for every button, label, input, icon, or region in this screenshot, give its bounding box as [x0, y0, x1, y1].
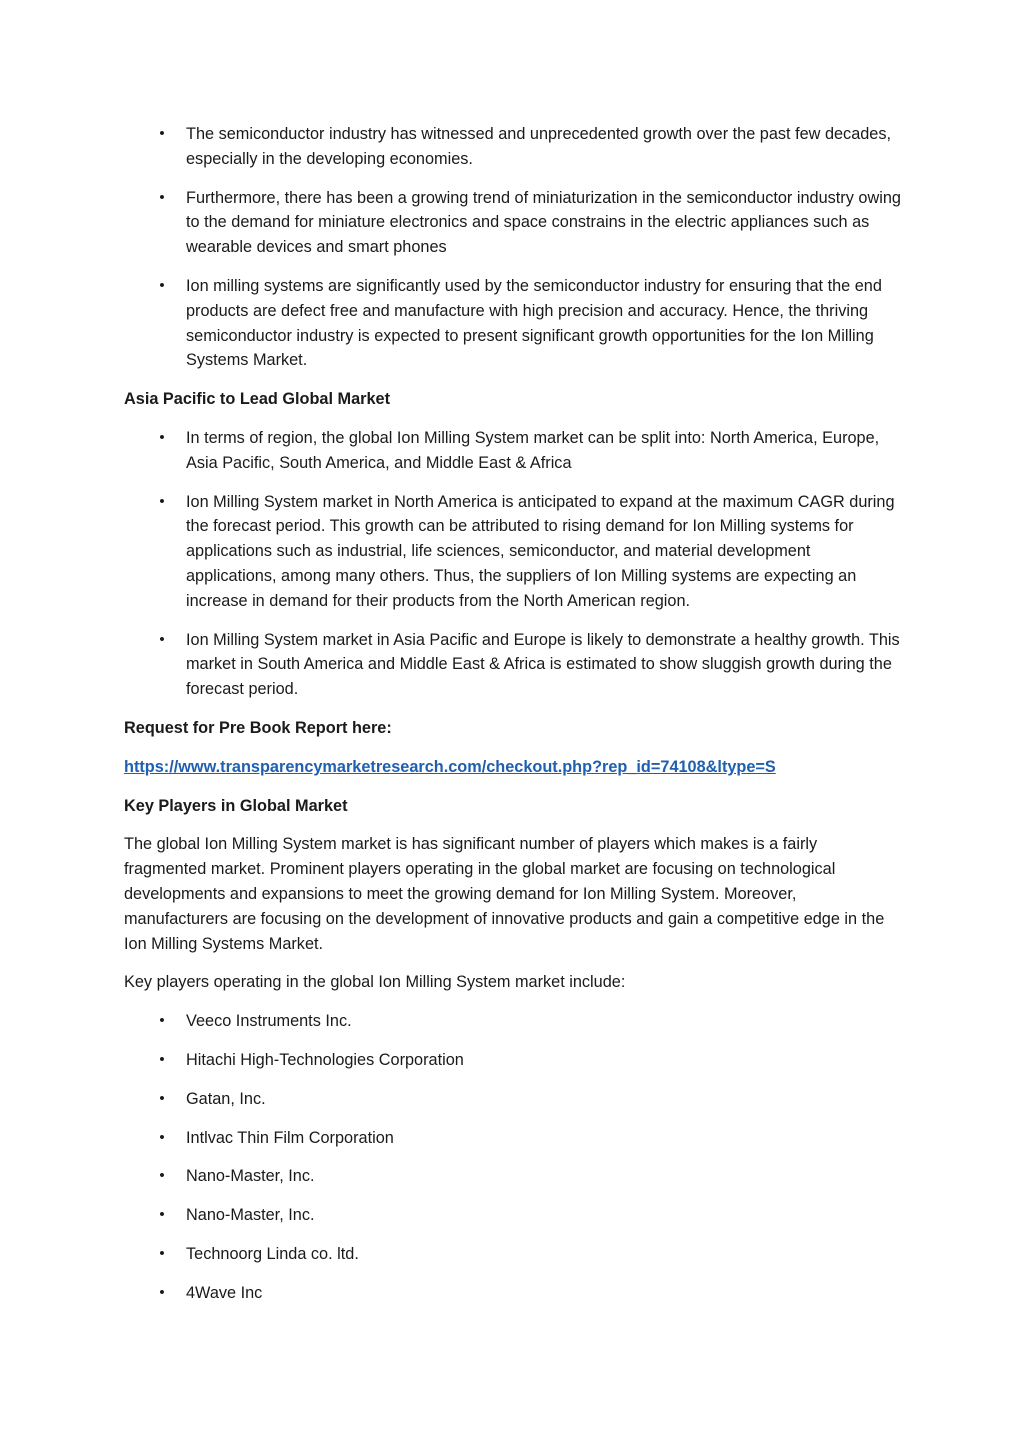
key-players-paragraph: The global Ion Milling System market is has significant number of players which makes is a fairly fragmented market. Prominent players operating in the global market are focusing on technological developments and expansions to meet the growing demand for Ion Milling System. Moreover, manufacturers are focusing on the development of innovative products and gain a competitive edge in the Ion Milling Systems Market. — [124, 835, 885, 953]
list-item — [124, 426, 904, 476]
bullet-icon: • — [159, 1244, 165, 1262]
checkout-link[interactable]: https://www.transparencymarketresearch.com/checkout.php?rep_id=74108&ltype=S — [124, 757, 776, 776]
bullet-icon: • — [159, 188, 165, 206]
bullet-text: Furthermore, there has been a growing trend of miniaturization in the semiconductor industry owing to the demand for miniature electronics and space constrains in the electric appliances such as wearable devices and smart phones — [186, 188, 901, 257]
list-item — [124, 186, 904, 260]
bullet-icon: • — [159, 125, 165, 142]
bullet-icon: • — [159, 276, 165, 294]
player-name: Nano-Master, Inc. — [186, 1167, 315, 1186]
list-item — [124, 1164, 904, 1189]
player-name: Veeco Instruments Inc. — [186, 1012, 352, 1031]
asia-bullet-list — [124, 426, 904, 702]
players-list — [124, 1009, 904, 1305]
bullet-icon: • — [159, 1012, 165, 1030]
list-item — [124, 1242, 904, 1267]
key-players-heading: Key Players in Global Market — [124, 796, 348, 815]
bullet-icon: • — [159, 1283, 165, 1301]
bullet-icon: • — [159, 630, 165, 648]
document-page — [124, 122, 904, 1319]
list-item — [124, 490, 904, 614]
list-item — [124, 274, 904, 373]
player-name: Gatan, Inc. — [186, 1089, 266, 1108]
list-item — [124, 1048, 904, 1073]
player-name: Intlvac Thin Film Corporation — [186, 1128, 394, 1147]
player-name: Hitachi High-Technologies Corporation — [186, 1050, 464, 1069]
bullet-icon: • — [159, 1050, 165, 1068]
bullet-icon: • — [159, 492, 165, 510]
bullet-icon: • — [159, 1206, 165, 1224]
bullet-icon: • — [159, 1128, 165, 1146]
list-item — [124, 628, 904, 702]
key-players-intro: Key players operating in the global Ion Milling System market include: — [124, 973, 626, 992]
player-name: Nano-Master, Inc. — [186, 1206, 315, 1225]
bullet-text: Ion Milling System market in North America is anticipated to expand at the maximum CAGR during the forecast period. This growth can be attributed to rising demand for Ion Milling systems for applications such as industrial, life sciences, semiconductor, and material development applications, among many others. Thus, the suppliers of Ion Milling systems are expecting an increase in demand for their products from the North American region. — [186, 492, 895, 610]
player-name: 4Wave Inc — [186, 1283, 263, 1302]
list-item — [124, 1009, 904, 1034]
player-name: Technoorg Linda co. ltd. — [186, 1244, 359, 1263]
list-item — [124, 1126, 904, 1151]
bullet-icon: • — [159, 428, 165, 446]
list-item — [124, 1087, 904, 1112]
bullet-text: Ion Milling System market in Asia Pacific and Europe is likely to demonstrate a healthy growth. This market in South America and Middle East & Africa is estimated to show sluggish growth during the forecast period. — [186, 630, 900, 699]
bullet-icon: • — [159, 1167, 165, 1185]
request-heading: Request for Pre Book Report here: — [124, 718, 392, 737]
bullet-text: In terms of region, the global Ion Milling System market can be split into: North America, Europe, Asia Pacific, South America, and Middle East & Africa — [186, 428, 880, 472]
list-item — [124, 1203, 904, 1228]
list-item — [124, 122, 904, 172]
bullet-text: Ion milling systems are significantly used by the semiconductor industry for ensuring that the end products are defect free and manufacture with high precision and accuracy. Hence, the thriving semiconductor industry is expected to present significant growth opportunities for the Ion Milling Systems Market. — [186, 276, 882, 370]
bullet-icon: • — [159, 1089, 165, 1107]
bullet-text: The semiconductor industry has witnessed and unprecedented growth over the past few decades, especially in the developing economies. — [186, 125, 892, 168]
list-item — [124, 1281, 904, 1306]
asia-section-heading: Asia Pacific to Lead Global Market — [124, 390, 391, 409]
intro-bullet-list — [124, 122, 904, 373]
